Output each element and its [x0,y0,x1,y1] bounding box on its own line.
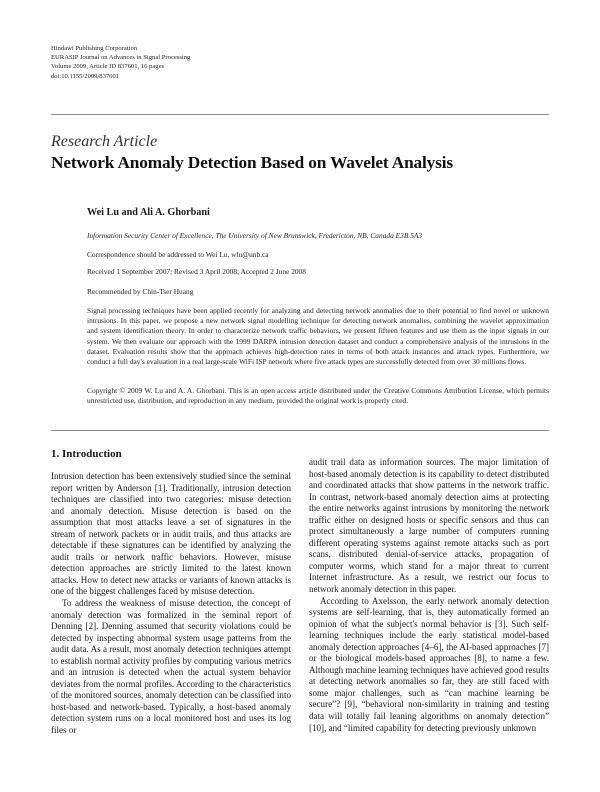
paragraph: audit trail data as information sources. The major limitation of host-based anomaly detection is its capability to detect distributed and coordinated attacks that show patterns in the network traffic. In contrast, network-based anomaly detection aims at protecting the entire networks against intrusions by monitoring the network traffic either on designed hosts or specific sensors and thus can protect simultaneously a large number of computers running different operating systems against remote attacks such as port scans, distributed denial-of-service attacks, propagation of computer worms, which stand for a major threat to current Internet infrastructure. As a result, we restrict our focus to network anomaly detection in this paper. [309,457,549,595]
recommended-by: Recommended by Chin-Tser Huang [87,287,194,296]
right-column [309,457,549,734]
doi-line: doi:10.1155/2009/837601 [51,72,120,80]
header-rule [51,114,549,115]
copyright-notice: Copyright © 2009 W. Lu and A. A. Ghorbani. This is an open access article distributed under the Creative Commons Attribution License, which permits unrestricted use, distribution, and reproduction in any medium, provided the original work is properly cited. [87,386,549,406]
article-type: Research Article [51,133,158,150]
abstract: Signal processing techniques have been applied recently for analyzing and detecting network anomalies due to their potential to find novel or unknown intrusions. In this paper, we propose a new network signal modelling technique for detecting network anomalies, combining the wavelet approximation and system identification theory. In order to characterize network traffic behaviors, we present fifteen features and use them as the input signals in our system. We then evaluate our approach with the 1999 DARPA intrusion detection dataset and conduct a comprehensive analysis of the intrusions in the dataset. Evaluation results show that the approach achieves high-detection rates in terms of both attack instances and attack types. Furthermore, we conduct a full day's evaluation in a real large-scale WiFi ISP network where five attack types are successfully detected from over 30 millions flows. [87,306,549,367]
publisher-line: Hindawi Publishing Corporation [51,45,138,52]
affiliation: Information Security Center of Excellence, The University of New Brunswick, Fredericton, NB, Canada E3B 5A3 [87,231,423,240]
left-column [51,471,291,737]
correspondence: Correspondence should be addressed to Wei Lu, wlu@unb.ca [87,250,269,259]
section-heading: 1. Introduction [51,448,122,460]
paragraph: According to Axelsson, the early network anomaly detection systems are self-learning, that is, they automatically formed an opinion of what the subject's normal behavior is [3]. Such self-learning techniques include the early statistical model-based anomaly detection approaches [4–6], the AI-based approaches [7] or the biological models-based approaches [8], to name a few. Although machine learning techniques have achieved good results at detecting network anomalies so far, they are still faced with some major challenges, such as “can machine learning be secure”? [9], “behavioral non-similarity in training and testing data will totally fail leaning algorithms on anomaly detection” [10], and “limited capability for detecting previously unknown [309,595,549,733]
paper-title: Network Anomaly Detection Based on Wavelet Analysis [51,153,453,172]
journal-header [51,44,190,81]
authors: Wei Lu and Ali A. Ghorbani [87,207,210,218]
journal-line: EURASIP Journal on Advances in Signal Processing [51,54,191,62]
volume-line: Volume 2009, Article ID 837601, 16 pages [51,63,165,71]
paragraph: Intrusion detection has been extensively studied since the seminal report written by Anderson [1]. Traditionally, intrusion detection techniques are classified into two categories: misuse detection and anomaly detection. Misuse detection is based on the assumption that most attacks leave a set of signatures in the stream of network packets or in audit trails, and thus attacks are detectable if these signatures can be identified by analyzing the audit trails or network traffic behaviors. However, misuse detection approaches are strictly limited to the latest known attacks. How to detect new attacks or variants of known attacks is one of the biggest challenges faced by misuse detection. [51,471,291,597]
dates: Received 1 September 2007; Revised 3 April 2008; Accepted 2 June 2008 [87,267,307,276]
section-rule [51,430,549,431]
paragraph: To address the weakness of misuse detection, the concept of anomaly detection was formalized in the seminal report of Denning [2]. Denning assumed that security violations could be detected by inspecting abnormal system usage patterns from the audit data. As a result, most anomaly detection techniques attempt to establish normal activity profiles by computing various metrics and an intrusion is detected when the actual system behavior deviates from the normal profiles. According to the characteristics of the monitored sources, anomaly detection can be classified into host-based and network-based. Typically, a host-based anomaly detection system runs on a local monitored host and uses its log files or [51,598,291,736]
